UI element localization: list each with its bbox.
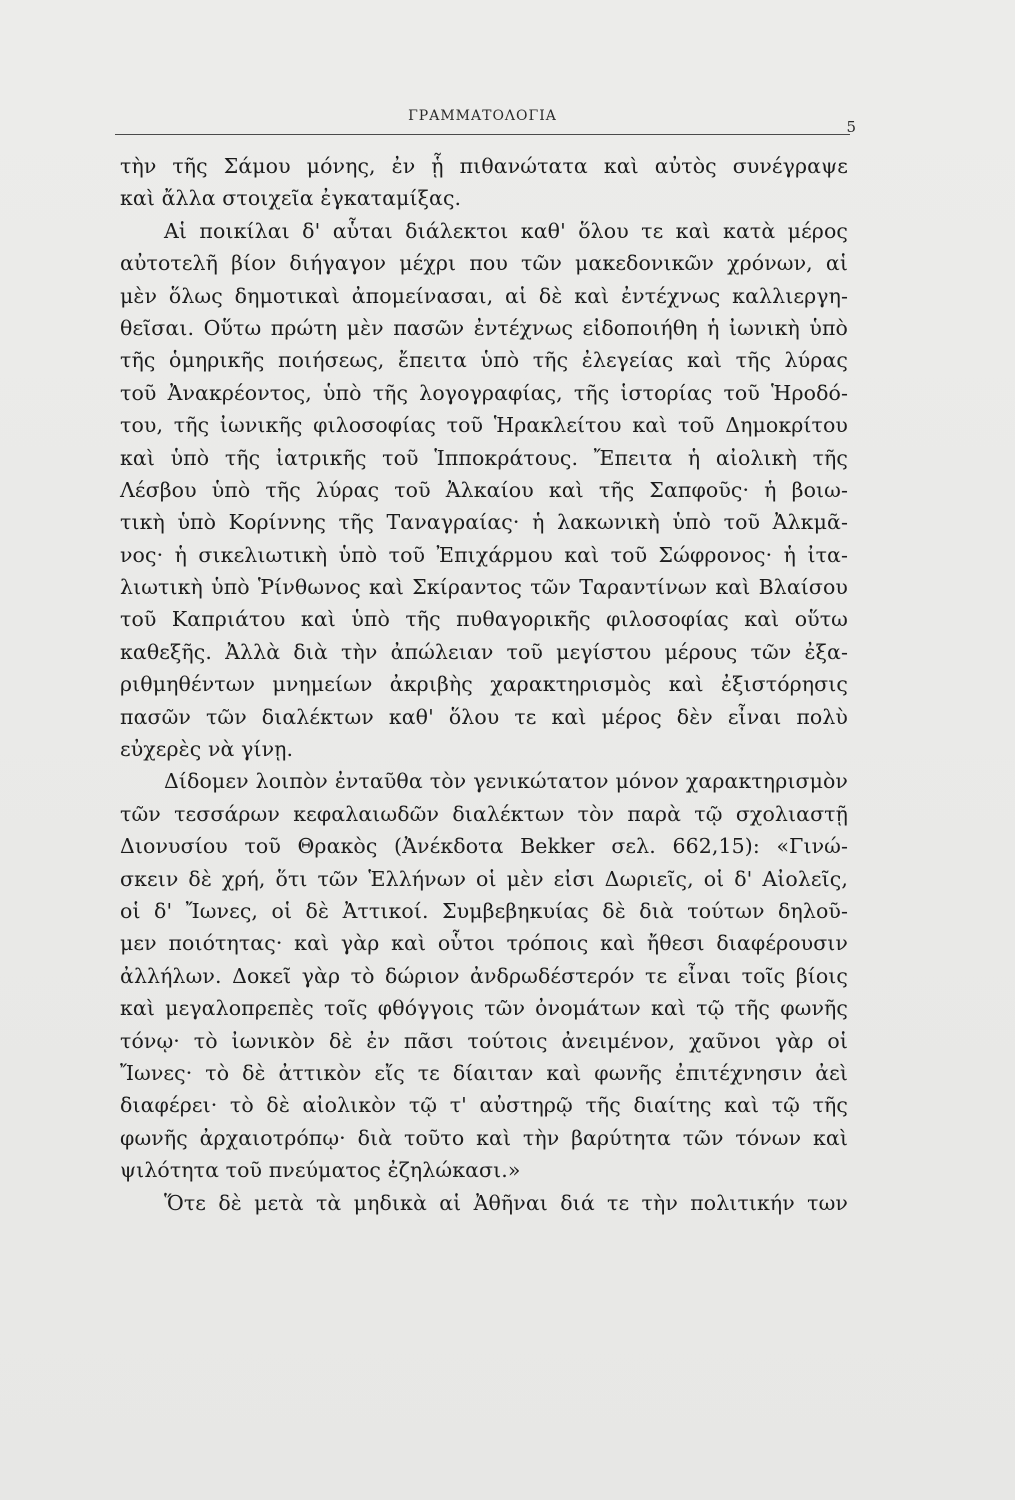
text-line: νος· ἡ σικελιωτικὴ ὑπὸ τοῦ Ἐπιχάρμου καὶ τοῦ Σώφρονος· ἡ ἰτα- xyxy=(120,542,848,567)
text-line: καὶ ἄλλα στοιχεῖα ἐγκαταμίξας. xyxy=(120,186,462,211)
text-line: εὐχερὲς νὰ γίνῃ. xyxy=(120,737,294,762)
text-line: τὴν τῆς Σάμου μόνης, ἐν ᾗ πιθανώτατα καὶ αὐτὸς συνέγραψε xyxy=(120,154,848,178)
text-line: Λέσβου ὑπὸ τῆς λύρας τοῦ Ἀλκαίου καὶ τῆς Σαπφοῦς· ἡ βοιω- xyxy=(120,477,848,502)
text-line: θεῖσαι. Οὕτω πρώτη μὲν πασῶν ἐντέχνως εἰδοποιήθη ἡ ἰωνικὴ ὑπὸ xyxy=(120,315,848,340)
text-line: του, τῆς ἰωνικῆς φιλοσοφίας τοῦ Ἡρακλείτου καὶ τοῦ Δημοκρίτου xyxy=(120,413,848,438)
text-line: τόνῳ· τὸ ἰωνικὸν δὲ ἐν πᾶσι τούτοις ἀνειμένον, χαῦνοι γὰρ οἱ xyxy=(120,1028,848,1053)
text-line: τῆς ὁμηρικῆς ποιήσεως, ἔπειτα ὑπὸ τῆς ἐλεγείας καὶ τῆς λύρας xyxy=(120,348,848,373)
text-line: ριθμηθέντων μνημείων ἀκριβὴς χαρακτηρισμὸς καὶ ἐξιστόρησις xyxy=(120,672,848,697)
page-header xyxy=(115,108,856,136)
text-line: Ὅτε δὲ μετὰ τὰ μηδικὰ αἱ Ἀθῆναι διά τε τὴν πολιτικήν των xyxy=(164,1190,848,1215)
text-line: καὶ ὑπὸ τῆς ἰατρικῆς τοῦ Ἱπποκράτους. Ἔπειτα ἡ αἰολικὴ τῆς xyxy=(120,445,848,470)
text-line: ψιλότητα τοῦ πνεύματος ἐζηλώκασι.» xyxy=(120,1158,521,1183)
body-text xyxy=(120,150,848,1219)
text-line: Διονυσίου τοῦ Θρακὸς (Ἀνέκδοτα Bekker σελ. 662,15): «Γινώ- xyxy=(120,834,848,859)
text-line: τοῦ Ἀνακρέοντος, ὑπὸ τῆς λογογραφίας, τῆς ἱστορίας τοῦ Ἡροδό- xyxy=(120,380,848,405)
text-line: Δίδομεν λοιπὸν ἐνταῦθα τὸν γενικώτατον μόνον χαρακτηρισμὸν xyxy=(164,769,848,794)
text-line: καθεξῆς. Ἀλλὰ διὰ τὴν ἀπώλειαν τοῦ μεγίστου μέρους τῶν ἐξα- xyxy=(120,639,848,664)
text-line: σκειν δὲ χρή, ὅτι τῶν Ἑλλήνων οἱ μὲν εἰσι Δωριεῖς, οἱ δ' Αἰολεῖς, xyxy=(120,866,848,891)
text-line: αὐτοτελῆ βίον διήγαγον μέχρι που τῶν μακεδονικῶν χρόνων, αἱ xyxy=(120,251,848,276)
text-line: μὲν ὅλως δημοτικαὶ ἀπομείνασαι, αἱ δὲ καὶ ἐντέχνως καλλιεργη- xyxy=(120,283,848,308)
text-line: τοῦ Καπριάτου καὶ ὑπὸ τῆς πυθαγορικῆς φιλοσοφίας καὶ οὕτω xyxy=(120,607,848,632)
text-line: διαφέρει· τὸ δὲ αἰολικὸν τῷ τ' αὐστηρῷ τῆς διαίτης καὶ τῷ τῆς xyxy=(120,1093,848,1118)
text-line: ἀλλήλων. Δοκεῖ γὰρ τὸ δώριον ἀνδρωδέστερόν τε εἶναι τοῖς βίοις xyxy=(120,963,848,988)
text-line: φωνῆς ἀρχαιοτρόπῳ· διὰ τοῦτο καὶ τὴν βαρύτητα τῶν τόνων καὶ xyxy=(120,1125,848,1150)
text-line: πασῶν τῶν διαλέκτων καθ' ὅλου τε καὶ μέρος δὲν εἶναι πολὺ xyxy=(120,704,848,729)
text-line: τῶν τεσσάρων κεφαλαιωδῶν διαλέκτων τὸν παρὰ τῷ σχολιαστῇ xyxy=(120,801,848,826)
running-title: ΓΡΑΜΜΑΤΟΛΟΓΙΑ xyxy=(408,108,557,124)
text-line: λιωτικὴ ὑπὸ Ῥίνθωνος καὶ Σκίραντος τῶν Ταραντίνων καὶ Βλαίσου xyxy=(120,575,848,600)
page-number: 5 xyxy=(846,118,856,136)
text-line: τικὴ ὑπὸ Κορίννης τῆς Ταναγραίας· ἡ λακωνικὴ ὑπὸ τοῦ Ἀλκμᾶ- xyxy=(120,510,848,535)
text-line: Αἱ ποικίλαι δ' αὗται διάλεκτοι καθ' ὅλου τε καὶ κατὰ μέρος xyxy=(164,218,848,243)
text-line: οἱ δ' Ἴωνες, οἱ δὲ Ἀττικοί. Συμβεβηκυίας δὲ διὰ τούτων δηλοῦ- xyxy=(120,898,848,923)
header-rule xyxy=(115,134,850,135)
text-line: μεν ποιότητας· καὶ γὰρ καὶ οὗτοι τρόποις καὶ ἤθεσι διαφέρουσιν xyxy=(120,931,848,956)
text-line: Ἴωνες· τὸ δὲ ἀττικὸν εἴς τε δίαιταν καὶ φωνῆς ἐπιτέχνησιν ἀεὶ xyxy=(120,1060,848,1085)
text-line: καὶ μεγαλοπρεπὲς τοῖς φθόγγοις τῶν ὀνομάτων καὶ τῷ τῆς φωνῆς xyxy=(120,996,848,1021)
